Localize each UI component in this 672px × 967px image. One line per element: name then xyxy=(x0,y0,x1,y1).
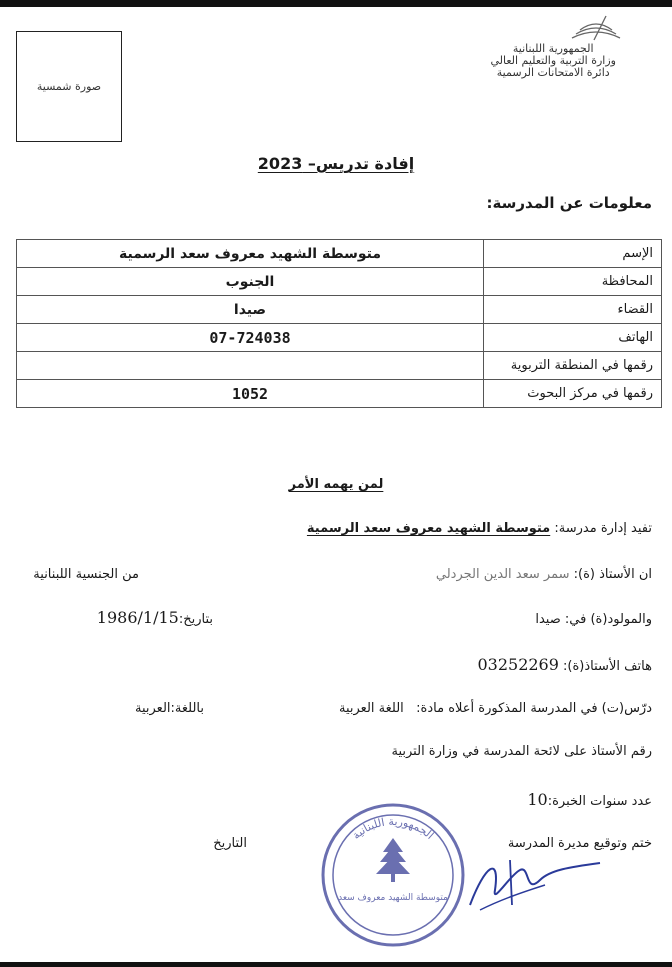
intro-school: متوسطة الشهيد معروف سعد الرسمية xyxy=(306,521,551,536)
ministry-name: وزارة التربية والتعليم العالي xyxy=(490,54,616,67)
document-title: إفادة تدريس– 2023 xyxy=(257,154,415,173)
language-label: باللغة: xyxy=(170,701,204,716)
school-stamp xyxy=(318,800,468,950)
school-info-table xyxy=(16,239,662,408)
teacher-line xyxy=(436,567,652,582)
intro-label: تفيد إدارة مدرسة: xyxy=(554,521,652,536)
table-row xyxy=(17,296,662,324)
row-value: 07-724038 xyxy=(17,324,484,352)
table-row xyxy=(17,324,662,352)
stamp-top-text: الجمهورية اللبنانية xyxy=(349,814,437,842)
bottom-border xyxy=(0,962,672,967)
born-label: والمولود(ة) في: xyxy=(564,612,652,627)
phone-line xyxy=(477,655,652,674)
nationality: من الجنسية اللبنانية xyxy=(33,567,139,582)
table-row xyxy=(17,380,662,408)
table-row xyxy=(17,268,662,296)
language-value: العربية xyxy=(135,701,171,716)
register-line: رقم الأستاذ على لائحة المدرسة في وزارة التربية xyxy=(391,744,652,759)
row-label: رقمها في مركز البحوث xyxy=(484,380,662,408)
republic-name: الجمهورية اللبنانية xyxy=(512,42,594,55)
row-label: رقمها في المنطقة التربوية xyxy=(484,352,662,380)
date-label: بتاريخ: xyxy=(178,612,213,627)
table-row xyxy=(17,240,662,268)
row-label: المحافظة xyxy=(484,268,662,296)
row-value: صيدا xyxy=(17,296,484,324)
phone-value: 03252269 xyxy=(477,655,559,674)
row-label: الإسم xyxy=(484,240,662,268)
ministry-header xyxy=(490,43,616,79)
handwritten-signature xyxy=(450,845,610,920)
top-border xyxy=(0,0,672,7)
row-value: 1052 xyxy=(17,380,484,408)
taught-line xyxy=(339,701,652,716)
row-label: القضاء xyxy=(484,296,662,324)
row-value xyxy=(17,352,484,380)
experience-line xyxy=(527,790,652,809)
row-label: الهاتف xyxy=(484,324,662,352)
table-row xyxy=(17,352,662,380)
experience-label: عدد سنوات الخبرة: xyxy=(547,794,652,809)
department-name: دائرة الامتحانات الرسمية xyxy=(496,66,610,79)
signature-label: ختم وتوقيع مديرة المدرسة xyxy=(507,836,652,851)
experience-value: 10 xyxy=(527,790,548,809)
born-line xyxy=(535,612,652,627)
taught-label: درّس(ت) في المدرسة المذكورة أعلاه مادة: xyxy=(416,701,652,716)
date-line xyxy=(97,608,213,627)
photo-label: صورة شمسية xyxy=(36,80,102,93)
stamp-center-text: متوسطة الشهيد معروف سعد xyxy=(338,893,448,903)
section-title: معلومات عن المدرسة: xyxy=(486,194,652,212)
subject: اللغة العربية xyxy=(338,701,404,716)
language-line xyxy=(135,701,204,716)
row-value: متوسطة الشهيد معروف سعد الرسمية xyxy=(17,240,484,268)
row-value: الجنوب xyxy=(17,268,484,296)
intro-line xyxy=(307,521,652,536)
date-footer: التاريخ xyxy=(213,836,247,851)
phone-label: هاتف الأستاذ(ة): xyxy=(563,659,652,674)
teacher-name: سمر سعد الدين الجردلي xyxy=(435,567,570,582)
to-whom-heading: لمن يهمه الأمر xyxy=(288,477,384,492)
born-place: صيدا xyxy=(535,612,561,627)
date-value: 1986/1/15 xyxy=(96,608,179,627)
cedar-icon xyxy=(376,838,410,882)
teacher-label: ان الأستاذ (ة): xyxy=(573,567,652,582)
photo-box xyxy=(16,31,122,142)
ministry-logo-icon xyxy=(568,12,624,46)
